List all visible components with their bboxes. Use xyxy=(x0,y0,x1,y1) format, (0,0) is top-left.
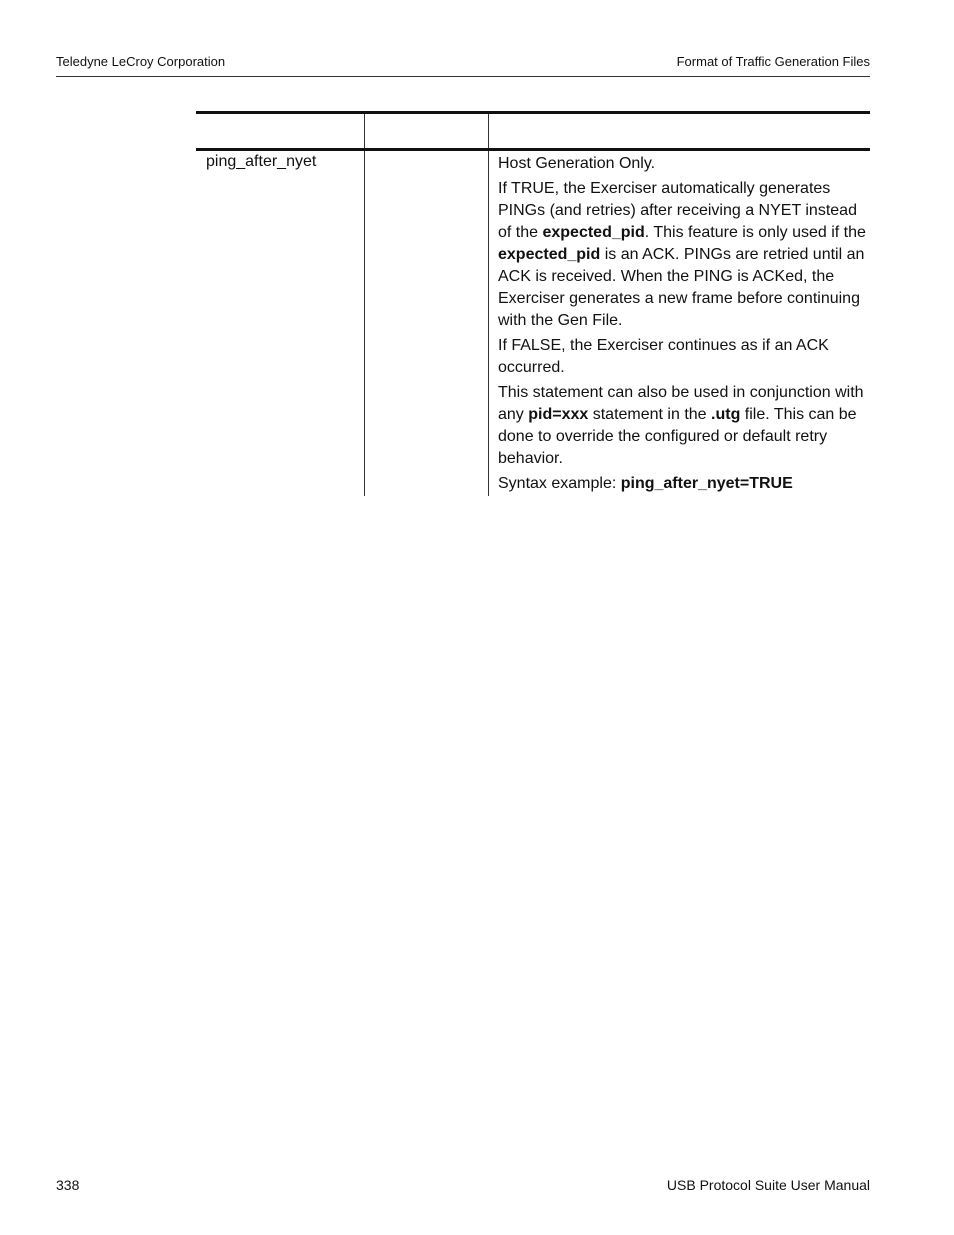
parameter-name: ping_after_nyet xyxy=(206,153,317,170)
code-term: expected_pid xyxy=(542,224,645,241)
code-term: expected_pid xyxy=(498,246,601,263)
manual-title: USB Protocol Suite User Manual xyxy=(666,1177,870,1193)
table-header-row xyxy=(196,114,870,148)
code-term: .utg xyxy=(711,406,741,423)
column-divider xyxy=(488,151,489,496)
column-divider xyxy=(364,114,365,148)
parameter-description xyxy=(498,153,868,498)
code-term: ping_after_nyet=TRUE xyxy=(620,475,793,492)
description-paragraph: If TRUE, the Exerciser automatically generates PINGs (and retries) after receiving a NYET instead of the expected_pid. This feature is only used if the expected_pid is an ACK. PINGs are retried until an ACK is received. When the PING is ACKed, the Exerciser generates a new frame before continuing with the Gen File. xyxy=(498,180,866,329)
description-paragraph: Host Generation Only. xyxy=(498,155,656,172)
page-header xyxy=(56,52,870,77)
description-paragraph: This statement can also be used in conjunction with any pid=xxx statement in the .utg file. This can be done to override the configured or default retry behavior. xyxy=(498,384,864,467)
syntax-example: Syntax example: ping_after_nyet=TRUE xyxy=(498,475,793,492)
column-divider xyxy=(488,114,489,148)
page-number: 338 xyxy=(56,1177,80,1193)
description-paragraph: If FALSE, the Exerciser continues as if an ACK occurred. xyxy=(498,337,829,376)
header-company: Teledyne LeCroy Corporation xyxy=(56,54,226,69)
column-divider xyxy=(364,151,365,496)
parameter-table xyxy=(196,111,870,496)
table-row xyxy=(196,151,870,496)
code-term: pid=xxx xyxy=(528,406,589,423)
header-section-title: Format of Traffic Generation Files xyxy=(676,54,870,69)
